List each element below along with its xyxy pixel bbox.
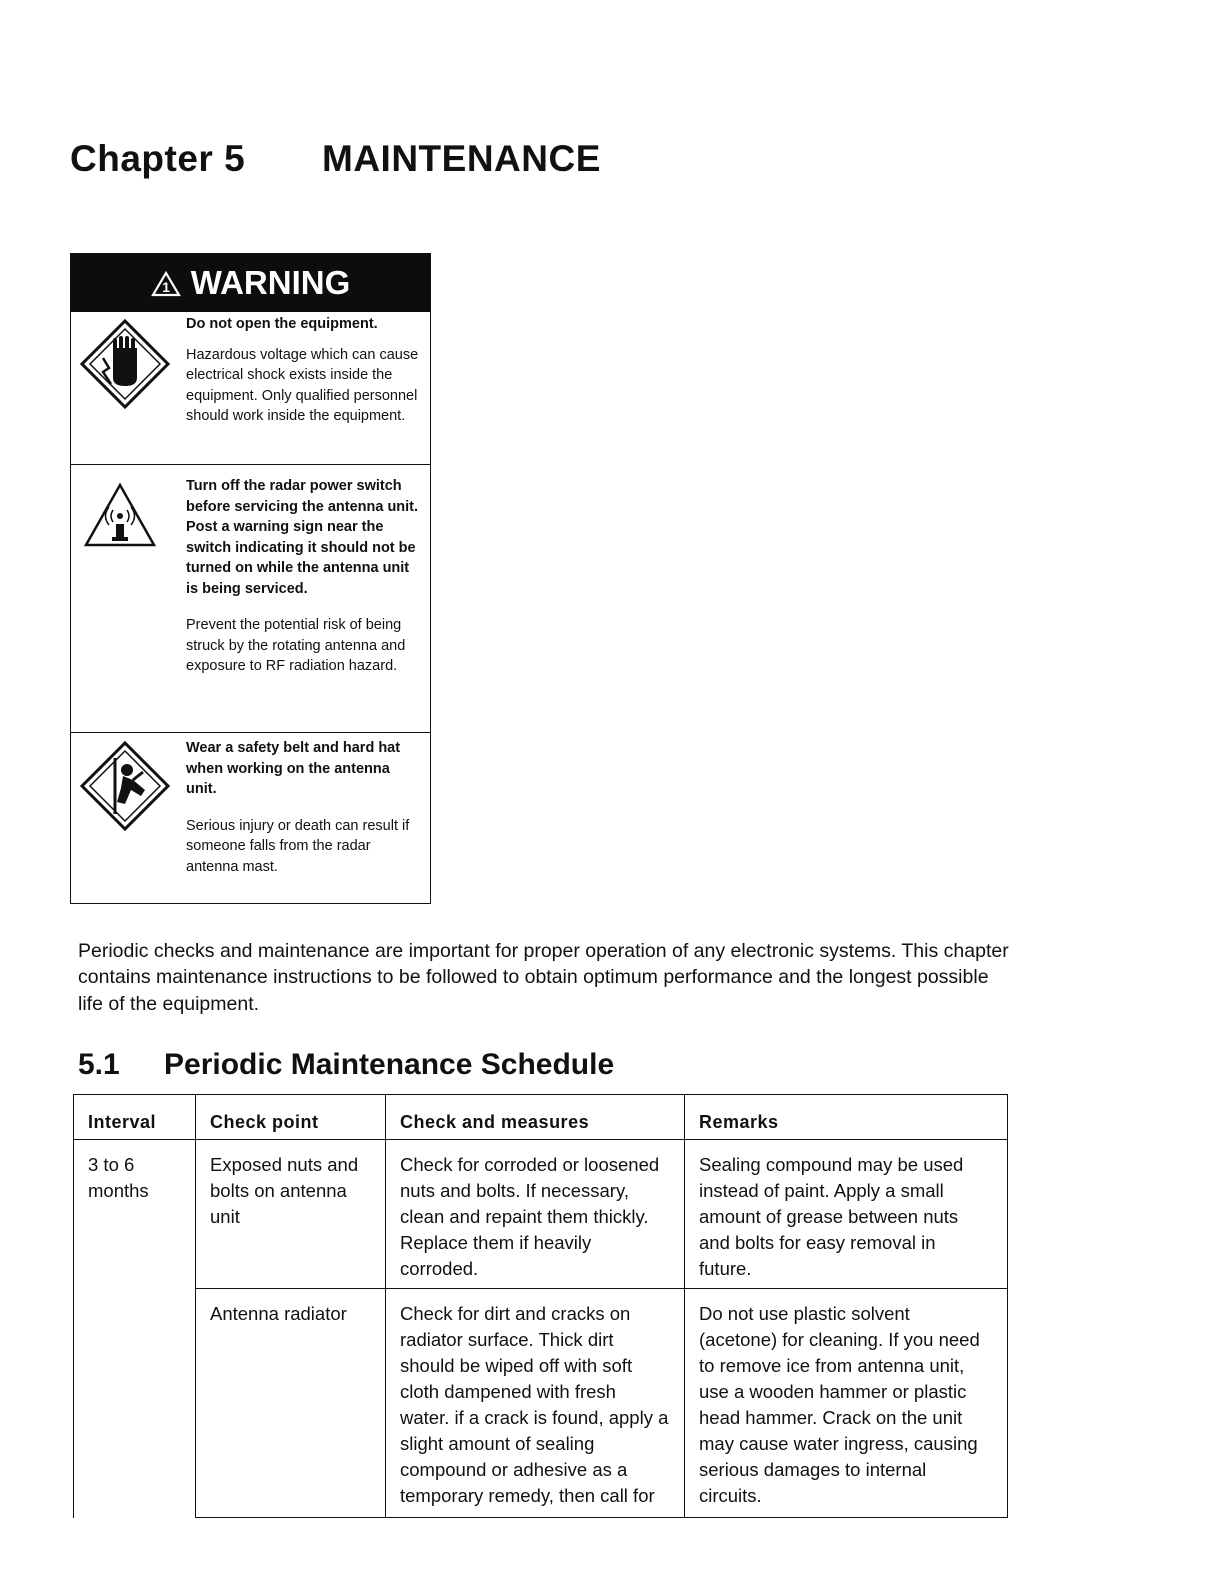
column-header: Remarks bbox=[685, 1095, 1008, 1140]
remarks-cell: Do not use plastic solvent (acetone) for cleaning. If you need to remove ice from antenna unit, use a wooden hammer or plastic head hammer. Crack on the unit may cause water ingress, causing serious damages to internal circuits. bbox=[685, 1289, 1008, 1518]
chapter-number: Chapter 5 bbox=[70, 138, 246, 179]
warning-text bbox=[186, 314, 422, 437]
maintenance-schedule-table bbox=[73, 1094, 1008, 1518]
measures-cell: Check for dirt and cracks on radiator surface. Thick dirt should be wiped off with soft cloth dampened with fresh water. if a crack is found, apply a slight amount of sealing compound or adhesive as a temporary remedy, then call for bbox=[386, 1289, 685, 1518]
check-point-cell: Antenna radiator bbox=[196, 1289, 386, 1518]
warning-section bbox=[71, 464, 430, 733]
radiation-warning-triangle-icon bbox=[83, 482, 157, 548]
warning-text bbox=[186, 738, 422, 887]
warning-section bbox=[71, 732, 430, 904]
chapter-title bbox=[70, 138, 601, 180]
remarks-cell: Sealing compound may be used instead of paint. Apply a small amount of grease between nuts and bolts for easy removal in future. bbox=[685, 1140, 1008, 1289]
chapter-name: MAINTENANCE bbox=[322, 138, 601, 179]
intro-paragraph: Periodic checks and maintenance are important for proper operation of any electronic systems. This chapter contains maintenance instructions to be followed to obtain optimum performance and the longest possible life of the equipment. bbox=[78, 939, 1009, 1015]
column-header: Check point bbox=[196, 1095, 386, 1140]
column-header: Interval bbox=[74, 1095, 196, 1140]
interval-cell: 3 to 6 months bbox=[74, 1140, 196, 1289]
warning-body-text: Prevent the potential risk of being struck by the rotating antenna and exposure to RF radiation hazard. bbox=[186, 617, 406, 674]
section-number: 5.1 bbox=[78, 1048, 120, 1081]
table-header-row bbox=[74, 1095, 1008, 1140]
warning-body-text: Serious injury or death can result if someone falls from the radar antenna mast. bbox=[186, 817, 410, 875]
warning-triangle-icon bbox=[151, 271, 181, 297]
warning-bold-text: Wear a safety belt and hard hat when working on the antenna unit. bbox=[186, 740, 401, 797]
warning-text bbox=[186, 476, 422, 687]
falling-person-icon bbox=[79, 740, 171, 832]
warning-section bbox=[71, 312, 430, 465]
measures-cell: Check for corroded or loosened nuts and bolts. If necessary, clean and repaint them thickly. Replace them if heavily corroded. bbox=[386, 1140, 685, 1289]
table-row bbox=[74, 1140, 1008, 1289]
warning-body-text: Hazardous voltage which can cause electrical shock exists inside the equipment. Only qualified personnel should work inside the equipment. bbox=[186, 346, 419, 424]
svg-text:1: 1 bbox=[161, 279, 170, 295]
table-row bbox=[74, 1289, 1008, 1518]
warning-bold-text: Do not open the equipment. bbox=[186, 316, 378, 332]
check-point-cell: Exposed nuts and bolts on antenna unit bbox=[196, 1140, 386, 1289]
warning-bold-text: Turn off the radar power switch before servicing the antenna unit. Post a warning sign near the switch indicating it should not be turned on while the antenna unit is being serviced. bbox=[186, 478, 419, 597]
interval-cell bbox=[74, 1289, 196, 1518]
warning-title: WARNING bbox=[190, 264, 351, 301]
section-title: Periodic Maintenance Schedule bbox=[164, 1048, 615, 1081]
warning-header bbox=[71, 254, 430, 312]
warning-box bbox=[70, 253, 431, 904]
section-heading bbox=[78, 1048, 614, 1082]
hand-electric-shock-icon bbox=[79, 318, 171, 410]
column-header: Check and measures bbox=[386, 1095, 685, 1140]
